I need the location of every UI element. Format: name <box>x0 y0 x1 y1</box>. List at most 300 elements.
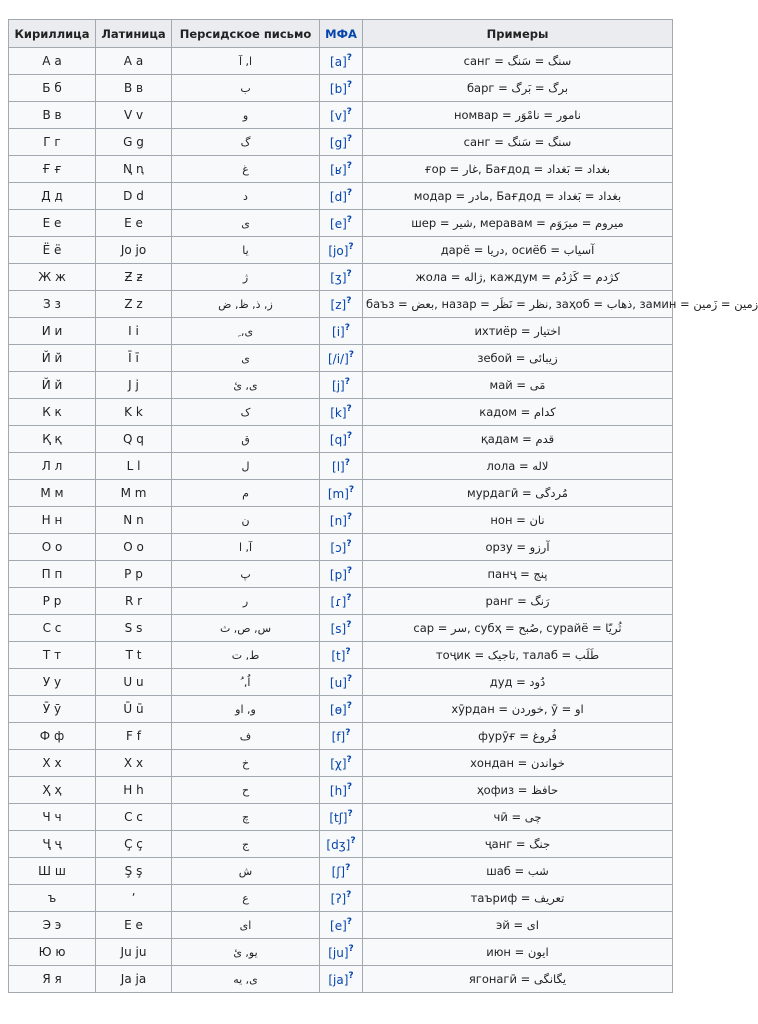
persian-cell: ش <box>172 858 320 885</box>
example-cell: панҷ = پنج <box>363 561 673 588</box>
example-cell: май = مَی <box>363 372 673 399</box>
ipa-cell[interactable] <box>320 507 363 534</box>
table-row <box>9 939 673 966</box>
cyrillic-cell: Ҳ ҳ <box>9 777 96 804</box>
ipa-help-link[interactable]: ? <box>346 890 352 900</box>
ipa-bracket-close: ] <box>340 379 345 393</box>
ipa-help-link[interactable]: ? <box>346 674 353 684</box>
header-row <box>9 20 673 48</box>
ipa-bracket-open: [ <box>329 676 335 690</box>
ipa-symbol-link[interactable]: t <box>336 649 341 663</box>
ipa-cell[interactable] <box>320 939 363 966</box>
ipa-bracket-close: ] <box>342 676 347 690</box>
cyrillic-cell: Ж ж <box>9 264 96 291</box>
ipa-bracket-open: [ <box>329 514 335 528</box>
ipa-bracket-close: ] <box>341 892 347 906</box>
persian-cell: ی, یه <box>172 966 320 993</box>
ipa-bracket-open: [ <box>330 541 336 555</box>
table-row <box>9 399 673 426</box>
ipa-bracket-close: ] <box>342 55 347 69</box>
persian-cell: پ <box>172 561 320 588</box>
ipa-symbol-link[interactable]: q <box>334 433 343 447</box>
ipa-bracket-close: ] <box>342 433 347 447</box>
example-cell: хондан = خواندن <box>363 750 673 777</box>
table-row <box>9 453 673 480</box>
ipa-bracket-close: ] <box>342 217 347 231</box>
example-cell: ҳофиз = حافظ <box>363 777 673 804</box>
ipa-bracket-close: ] <box>342 514 347 528</box>
example-cell: ихтиёр = اختیار <box>363 318 673 345</box>
example-cell: сар = سر, субҳ = صُبح, сурайё = ثُریّا <box>363 615 673 642</box>
ipa-symbol-link[interactable]: h <box>334 784 343 798</box>
ipa-symbol-link[interactable]: ju <box>332 946 344 960</box>
ipa-symbol-link[interactable]: b <box>334 82 343 96</box>
latin-cell: A a <box>96 48 172 75</box>
latin-cell: Ū ū <box>96 696 172 723</box>
ipa-bracket-open: [ <box>330 163 335 177</box>
latin-cell: Ja ja <box>96 966 172 993</box>
ipa-symbol-link[interactable]: p <box>334 568 343 582</box>
example-cell: жола = ژاله, каждум = کژدم = کَژدُم <box>363 264 673 291</box>
table-row <box>9 642 673 669</box>
table-row <box>9 372 673 399</box>
ipa-bracket-close: ] <box>341 298 347 312</box>
example-cell: шер = شیر, меравам = میروم = میرَوَم <box>363 210 673 237</box>
ipa-symbol-link[interactable]: ʒ <box>334 271 342 285</box>
ipa-symbol-link[interactable]: v <box>334 109 342 123</box>
ipa-symbol-link[interactable]: k <box>334 406 342 420</box>
cyrillic-cell: Ғ ғ <box>9 156 96 183</box>
ipa-cell[interactable] <box>320 48 363 75</box>
example-cell: нон = نان <box>363 507 673 534</box>
ipa-help-link[interactable]: ? <box>346 53 352 63</box>
ipa-bracket-open: [ <box>330 892 336 906</box>
ipa-help-link[interactable]: ? <box>346 107 352 117</box>
ipa-cell[interactable] <box>320 453 363 480</box>
table-row <box>9 291 673 318</box>
ipa-help-link[interactable]: ? <box>346 269 352 279</box>
persian-cell: س, ص, ث <box>172 615 320 642</box>
ipa-bracket-close: ] <box>341 622 347 636</box>
ipa-bracket-open: [ <box>326 838 332 852</box>
ipa-help-link[interactable]: ? <box>348 485 355 495</box>
ipa-cell[interactable] <box>320 480 363 507</box>
ipa-symbol-link[interactable]: dʒ <box>331 838 346 852</box>
ipa-help-link[interactable]: ? <box>346 134 353 144</box>
ipa-symbol-link[interactable]: e <box>334 919 343 933</box>
ipa-bracket-open: [ <box>329 82 335 96</box>
persian-cell: ز, ذ, ظ, ض <box>172 291 320 318</box>
ipa-bracket-close: ] <box>343 973 349 987</box>
header-latin: Латиница <box>96 20 172 48</box>
ipa-bracket-close: ] <box>342 784 347 798</box>
ipa-symbol-link[interactable]: e <box>334 217 343 231</box>
ipa-bracket-open: [ <box>329 136 335 150</box>
cyrillic-cell: Д д <box>9 183 96 210</box>
example-cell: чӣ = چی <box>363 804 673 831</box>
cyrillic-cell: П п <box>9 561 96 588</box>
ipa-cell[interactable] <box>320 858 363 885</box>
persian-cell: ح <box>172 777 320 804</box>
ipa-cell[interactable] <box>320 561 363 588</box>
ipa-bracket-open: [ <box>329 190 335 204</box>
ipa-bracket-open: [ <box>328 244 334 258</box>
ipa-symbol-link[interactable]: s <box>335 622 342 636</box>
header-persian: Персидское письмо <box>172 20 320 48</box>
ipa-help-link[interactable]: ? <box>345 728 351 738</box>
ipa-cell[interactable] <box>320 885 363 912</box>
ipa-bracket-close: ] <box>342 190 347 204</box>
example-cell: қадам = قدم <box>363 426 673 453</box>
persian-cell: ر <box>172 588 320 615</box>
ipa-help-link[interactable]: ? <box>346 782 353 792</box>
persian-cell: آ, ا <box>172 534 320 561</box>
cyrillic-cell: М м <box>9 480 96 507</box>
table-row <box>9 534 673 561</box>
latin-cell: V v <box>96 102 172 129</box>
ipa-cell[interactable] <box>320 102 363 129</box>
ipa-cell[interactable] <box>320 345 363 372</box>
example-cell: кадом = کدام <box>363 399 673 426</box>
ipa-help-link[interactable]: ? <box>348 944 354 954</box>
table-row <box>9 885 673 912</box>
cyrillic-cell: Э э <box>9 912 96 939</box>
ipa-cell[interactable] <box>320 831 363 858</box>
table-row <box>9 129 673 156</box>
ipa-help-link[interactable]: ? <box>348 971 354 981</box>
ipa-bracket-open: [ <box>331 865 337 879</box>
ipa-bracket-open: [ <box>330 595 336 609</box>
table-row <box>9 696 673 723</box>
cyrillic-cell: Т т <box>9 642 96 669</box>
table-row <box>9 912 673 939</box>
ipa-cell[interactable] <box>320 804 363 831</box>
example-cell: номвар = نامور = نامْوَر <box>363 102 673 129</box>
persian-cell: و, او <box>172 696 320 723</box>
ipa-help-link[interactable]: ? <box>345 863 351 873</box>
ipa-bracket-open: [ <box>330 217 335 231</box>
cyrillic-cell: ъ <box>9 885 96 912</box>
ipa-help-link[interactable]: ? <box>345 647 351 657</box>
table-row <box>9 669 673 696</box>
ipa-bracket-close: ] <box>340 460 345 474</box>
ipa-help-link[interactable]: ? <box>347 809 353 819</box>
table-row <box>9 561 673 588</box>
persian-cell: ی <box>172 210 320 237</box>
persian-cell: گ <box>172 129 320 156</box>
ipa-help-link[interactable]: ? <box>346 296 352 306</box>
table-row <box>9 318 673 345</box>
latin-cell: H h <box>96 777 172 804</box>
ipa-bracket-close: ] <box>341 595 347 609</box>
ipa-help-link[interactable]: ? <box>346 80 353 90</box>
ipa-cell[interactable] <box>320 534 363 561</box>
persian-cell: ج <box>172 831 320 858</box>
ipa-help-link[interactable]: ? <box>346 593 352 603</box>
ipa-cell[interactable] <box>320 750 363 777</box>
persian-cell: ق <box>172 426 320 453</box>
table-row <box>9 723 673 750</box>
cyrillic-cell: К к <box>9 399 96 426</box>
ipa-symbol-link[interactable]: ʔ <box>335 892 342 906</box>
latin-cell: N n <box>96 507 172 534</box>
example-cell: дарё = دریا, осиёб = آسیاب <box>363 237 673 264</box>
ipa-cell[interactable] <box>320 615 363 642</box>
ipa-help-link[interactable]: ? <box>346 755 352 765</box>
ipa-symbol-link[interactable]: ʃ <box>336 865 341 879</box>
latin-cell: Ju ju <box>96 939 172 966</box>
persian-cell: ن <box>172 507 320 534</box>
header-examples: Примеры <box>363 20 673 48</box>
ipa-cell[interactable] <box>320 372 363 399</box>
cyrillic-cell: Я я <box>9 966 96 993</box>
ipa-symbol-link[interactable]: ɾ <box>335 595 342 609</box>
cyrillic-cell: Ё ё <box>9 237 96 264</box>
cyrillic-cell: У у <box>9 669 96 696</box>
latin-cell: K k <box>96 399 172 426</box>
ipa-bracket-open: [ <box>327 487 333 501</box>
alphabet-table <box>8 19 758 993</box>
ipa-cell[interactable] <box>320 912 363 939</box>
table-row <box>9 237 673 264</box>
table-row <box>9 183 673 210</box>
ipa-help-link[interactable]: ? <box>346 215 352 225</box>
ipa-bracket-close: ] <box>340 730 346 744</box>
ipa-cell[interactable] <box>320 264 363 291</box>
persian-cell: ی, ِ <box>172 318 320 345</box>
example-cell: ранг = رَنگ <box>363 588 673 615</box>
ipa-symbol-link[interactable]: ɔ <box>335 541 342 555</box>
ipa-cell[interactable] <box>320 75 363 102</box>
example-cell: тоҷик = تاجیک, талаб = طَلَب <box>363 642 673 669</box>
ipa-help-link[interactable]: ? <box>348 350 355 360</box>
latin-cell: S s <box>96 615 172 642</box>
ipa-cell[interactable] <box>320 426 363 453</box>
example-cell: ғор = غار, Бағдод = بغداد = بَغداد <box>363 156 673 183</box>
table-row <box>9 102 673 129</box>
ipa-symbol-link[interactable]: ʁ <box>334 163 342 177</box>
latin-cell: Q q <box>96 426 172 453</box>
ipa-bracket-open: [ <box>332 325 337 339</box>
ipa-help-link[interactable]: ? <box>346 161 352 171</box>
table-row <box>9 588 673 615</box>
table-body <box>9 48 758 993</box>
cyrillic-cell: Б б <box>9 75 96 102</box>
ipa-symbol-link[interactable]: a <box>334 55 343 69</box>
table-row <box>9 831 673 858</box>
ipa-cell[interactable] <box>320 588 363 615</box>
ipa-cell[interactable] <box>320 318 363 345</box>
ipa-bracket-close: ] <box>342 136 347 150</box>
table-row <box>9 777 673 804</box>
ipa-cell[interactable] <box>320 669 363 696</box>
latin-cell: Z z <box>96 291 172 318</box>
persian-cell: اُ, ُ <box>172 669 320 696</box>
ipa-bracket-close: ] <box>341 541 347 555</box>
latin-cell: Ꞑ ꞑ <box>96 156 172 183</box>
header-ipa-link[interactable]: МФА <box>320 20 363 48</box>
cyrillic-cell: А а <box>9 48 96 75</box>
ipa-symbol-link[interactable]: d <box>334 190 343 204</box>
ipa-help-link[interactable]: ? <box>344 377 350 387</box>
ipa-symbol-link[interactable]: z <box>335 298 342 312</box>
cyrillic-cell: И и <box>9 318 96 345</box>
example-cell: шаб = شب <box>363 858 673 885</box>
ipa-cell[interactable] <box>320 723 363 750</box>
ipa-bracket-close: ] <box>341 406 347 420</box>
cyrillic-cell: Ч ч <box>9 804 96 831</box>
ipa-bracket-open: [ <box>330 406 335 420</box>
ipa-symbol-link[interactable]: tʃ <box>334 811 343 825</box>
ipa-cell[interactable] <box>320 291 363 318</box>
latin-cell: L l <box>96 453 172 480</box>
table-row <box>9 48 673 75</box>
ipa-bracket-open: [ <box>328 946 333 960</box>
example-cell: хӯрдан = خوردن, ӯ = او <box>363 696 673 723</box>
latin-cell: E e <box>96 210 172 237</box>
persian-cell: م <box>172 480 320 507</box>
persian-cell: ا, آ <box>172 48 320 75</box>
ipa-bracket-close: ] <box>340 649 346 663</box>
ipa-symbol-link[interactable]: m <box>332 487 345 501</box>
ipa-symbol-link[interactable]: /i/ <box>332 352 345 366</box>
example-cell: фурӯғ = فُروغ <box>363 723 673 750</box>
ipa-symbol-link[interactable]: j <box>336 379 341 393</box>
example-cell: таъриф = تعریف <box>363 885 673 912</box>
ipa-bracket-close: ] <box>342 919 347 933</box>
persian-cell: د <box>172 183 320 210</box>
ipa-cell[interactable] <box>320 183 363 210</box>
latin-cell: R r <box>96 588 172 615</box>
ipa-bracket-open: [ <box>330 622 336 636</box>
ipa-symbol-link[interactable]: jo <box>333 244 344 258</box>
ipa-help-link[interactable]: ? <box>346 917 352 927</box>
ipa-cell[interactable] <box>320 777 363 804</box>
table-row <box>9 345 673 372</box>
ipa-bracket-close: ] <box>342 811 348 825</box>
latin-cell: E e <box>96 912 172 939</box>
persian-cell: ی, یٔ <box>172 372 320 399</box>
persian-cell: یا <box>172 237 320 264</box>
cyrillic-cell: С с <box>9 615 96 642</box>
ipa-bracket-open: [ <box>330 109 335 123</box>
ipa-help-link[interactable]: ? <box>346 431 353 441</box>
ipa-bracket-close: ] <box>341 757 347 771</box>
cyrillic-cell: З з <box>9 291 96 318</box>
persian-cell: ع <box>172 885 320 912</box>
table-row <box>9 426 673 453</box>
latin-cell: U u <box>96 669 172 696</box>
persian-cell: ای <box>172 912 320 939</box>
ipa-help-link[interactable]: ? <box>344 458 350 468</box>
example-cell: модар = مادر, Бағдод = بغداد = بَغداد <box>363 183 673 210</box>
latin-cell: M m <box>96 480 172 507</box>
ipa-symbol-link[interactable]: u <box>334 676 343 690</box>
ipa-bracket-close: ] <box>342 82 347 96</box>
persian-cell: ی <box>172 345 320 372</box>
ipa-cell[interactable] <box>320 156 363 183</box>
cyrillic-cell: О о <box>9 534 96 561</box>
example-cell: санг = سنگ = سَنگ <box>363 129 673 156</box>
ipa-help-link[interactable]: ? <box>346 620 352 630</box>
ipa-cell[interactable] <box>320 399 363 426</box>
ipa-cell[interactable] <box>320 210 363 237</box>
ipa-symbol-link[interactable]: ɵ <box>334 703 343 717</box>
table-row <box>9 750 673 777</box>
ipa-symbol-link[interactable]: f <box>336 730 341 744</box>
ipa-symbol-link[interactable]: i <box>336 325 341 339</box>
ipa-help-link[interactable]: ? <box>344 323 350 333</box>
ipa-symbol-link[interactable]: g <box>334 136 343 150</box>
example-cell: баъз = بعض, назар = نظر = نَظَر, заҳоб = ذهاب, замин = زمین = زَمین <box>363 291 673 318</box>
persian-cell: غ <box>172 156 320 183</box>
latin-cell: T t <box>96 642 172 669</box>
cyrillic-cell: Ӯ ӯ <box>9 696 96 723</box>
ipa-bracket-open: [ <box>330 55 335 69</box>
ipa-bracket-open: [ <box>329 568 335 582</box>
latin-cell: Ī ī <box>96 345 172 372</box>
ipa-symbol-link[interactable]: ja <box>333 973 344 987</box>
persian-cell: ل <box>172 453 320 480</box>
ipa-help-link[interactable]: ? <box>346 701 352 711</box>
table-row <box>9 858 673 885</box>
cyrillic-cell: Й й <box>9 372 96 399</box>
example-cell: ҷанг = جنگ <box>363 831 673 858</box>
ipa-bracket-open: [ <box>329 811 334 825</box>
ipa-bracket-close: ] <box>340 325 345 339</box>
persian-cell: یو, یٔ <box>172 939 320 966</box>
latin-cell: D d <box>96 183 172 210</box>
ipa-help-link[interactable]: ? <box>346 512 353 522</box>
table-row <box>9 264 673 291</box>
ipa-help-link[interactable]: ? <box>348 242 354 252</box>
ipa-help-link[interactable]: ? <box>346 539 352 549</box>
ipa-cell[interactable] <box>320 237 363 264</box>
ipa-help-link[interactable]: ? <box>346 566 353 576</box>
table-row <box>9 615 673 642</box>
ipa-bracket-open: [ <box>331 649 337 663</box>
example-cell: ягонагӣ = یگانگی <box>363 966 673 993</box>
latin-cell: B в <box>96 75 172 102</box>
ipa-bracket-close: ] <box>345 838 351 852</box>
latin-cell: Jo jo <box>96 237 172 264</box>
latin-cell: P p <box>96 561 172 588</box>
example-cell: мурдагӣ = مُردگی <box>363 480 673 507</box>
example-cell: дуд = دُود <box>363 669 673 696</box>
latin-cell: C c <box>96 804 172 831</box>
ipa-bracket-open: [ <box>332 379 337 393</box>
ipa-symbol-link[interactable]: n <box>334 514 343 528</box>
ipa-symbol-link[interactable]: χ <box>334 757 342 771</box>
ipa-bracket-open: [ <box>328 973 334 987</box>
ipa-cell[interactable] <box>320 129 363 156</box>
cyrillic-cell: Л л <box>9 453 96 480</box>
table-row <box>9 804 673 831</box>
ipa-symbol-link[interactable]: l <box>336 460 341 474</box>
cyrillic-cell: Ш ш <box>9 858 96 885</box>
ipa-cell[interactable] <box>320 966 363 993</box>
latin-cell: I i <box>96 318 172 345</box>
ipa-help-link[interactable]: ? <box>346 188 353 198</box>
ipa-bracket-open: [ <box>330 271 335 285</box>
ipa-bracket-open: [ <box>329 433 335 447</box>
ipa-help-link[interactable]: ? <box>346 404 352 414</box>
ipa-cell[interactable] <box>320 696 363 723</box>
latin-cell: X x <box>96 750 172 777</box>
ipa-help-link[interactable]: ? <box>350 836 356 846</box>
ipa-cell[interactable] <box>320 642 363 669</box>
latin-cell: Ş ş <box>96 858 172 885</box>
